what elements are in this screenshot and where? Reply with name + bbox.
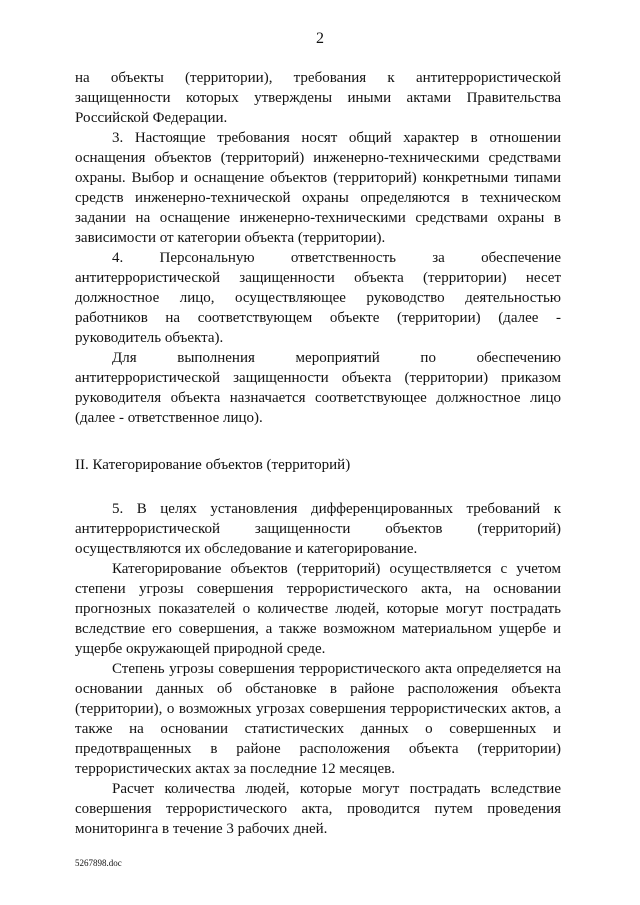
paragraph-responsible-person: Для выполнения мероприятий по обеспечению антитеррористической защищенности объекта (территории) приказом руководителя объекта назначается соответствующее должностное лицо (далее - ответственное лицо).	[75, 350, 561, 426]
paragraph-item-3: 3. Настоящие требования носят общий характер в отношении оснащения объектов (территорий) инженерно-техническими средствами охраны. Выбор и оснащение объектов (территорий) конкретными типами средств инженерно-технической охраны определяются в техническом задании на оснащение инженерно-техническими средствами охраны в зависимости от категории объекта (территории).	[75, 130, 561, 246]
paragraph-item-5: 5. В целях установления дифференцированных требований к антитеррористической защищенности объектов (территорий) осуществляются их обследование и категорирование.	[75, 501, 561, 557]
paragraph-casualty-estimate: Расчет количества людей, которые могут пострадать вследствие совершения террористического акта, проводится путем проведения мониторинга в течение 3 рабочих дней.	[75, 781, 561, 837]
footer-filename: 5267898.doc	[75, 858, 122, 868]
paragraph-item-4: 4. Персональную ответственность за обеспечение антитеррористической защищенности объекта (территории) несет должностное лицо, осуществляющее руководство деятельностью работников на соответствующем объекте (территории) (далее - руководитель объекта).	[75, 250, 561, 346]
paragraph-categorization: Категорирование объектов (территорий) осуществляется с учетом степени угрозы совершения террористического акта, на основании прогнозных показателей о количестве людей, которые могут пострадать вследствие его совершения, а также возможном материальном ущербе и ущербе окружающей природной среде.	[75, 561, 561, 657]
section-heading: II. Категорирование объектов (территорий)	[75, 457, 351, 473]
paragraph-continuation: на объекты (территории), требования к антитеррористической защищенности которых утверждены иными актами Правительства Российской Федерации.	[75, 70, 561, 126]
document-body	[75, 68, 561, 839]
page-number: 2	[316, 30, 324, 47]
paragraph-threat-level: Степень угрозы совершения террористического акта определяется на основании данных об обстановке в районе расположения объекта (территории), о возможных угрозах совершения террористических актов, а также на основании статистических данных о совершенных и предотвращенных в районе расположения объекта (территории) террористических актах за последние 12 месяцев.	[75, 661, 561, 777]
